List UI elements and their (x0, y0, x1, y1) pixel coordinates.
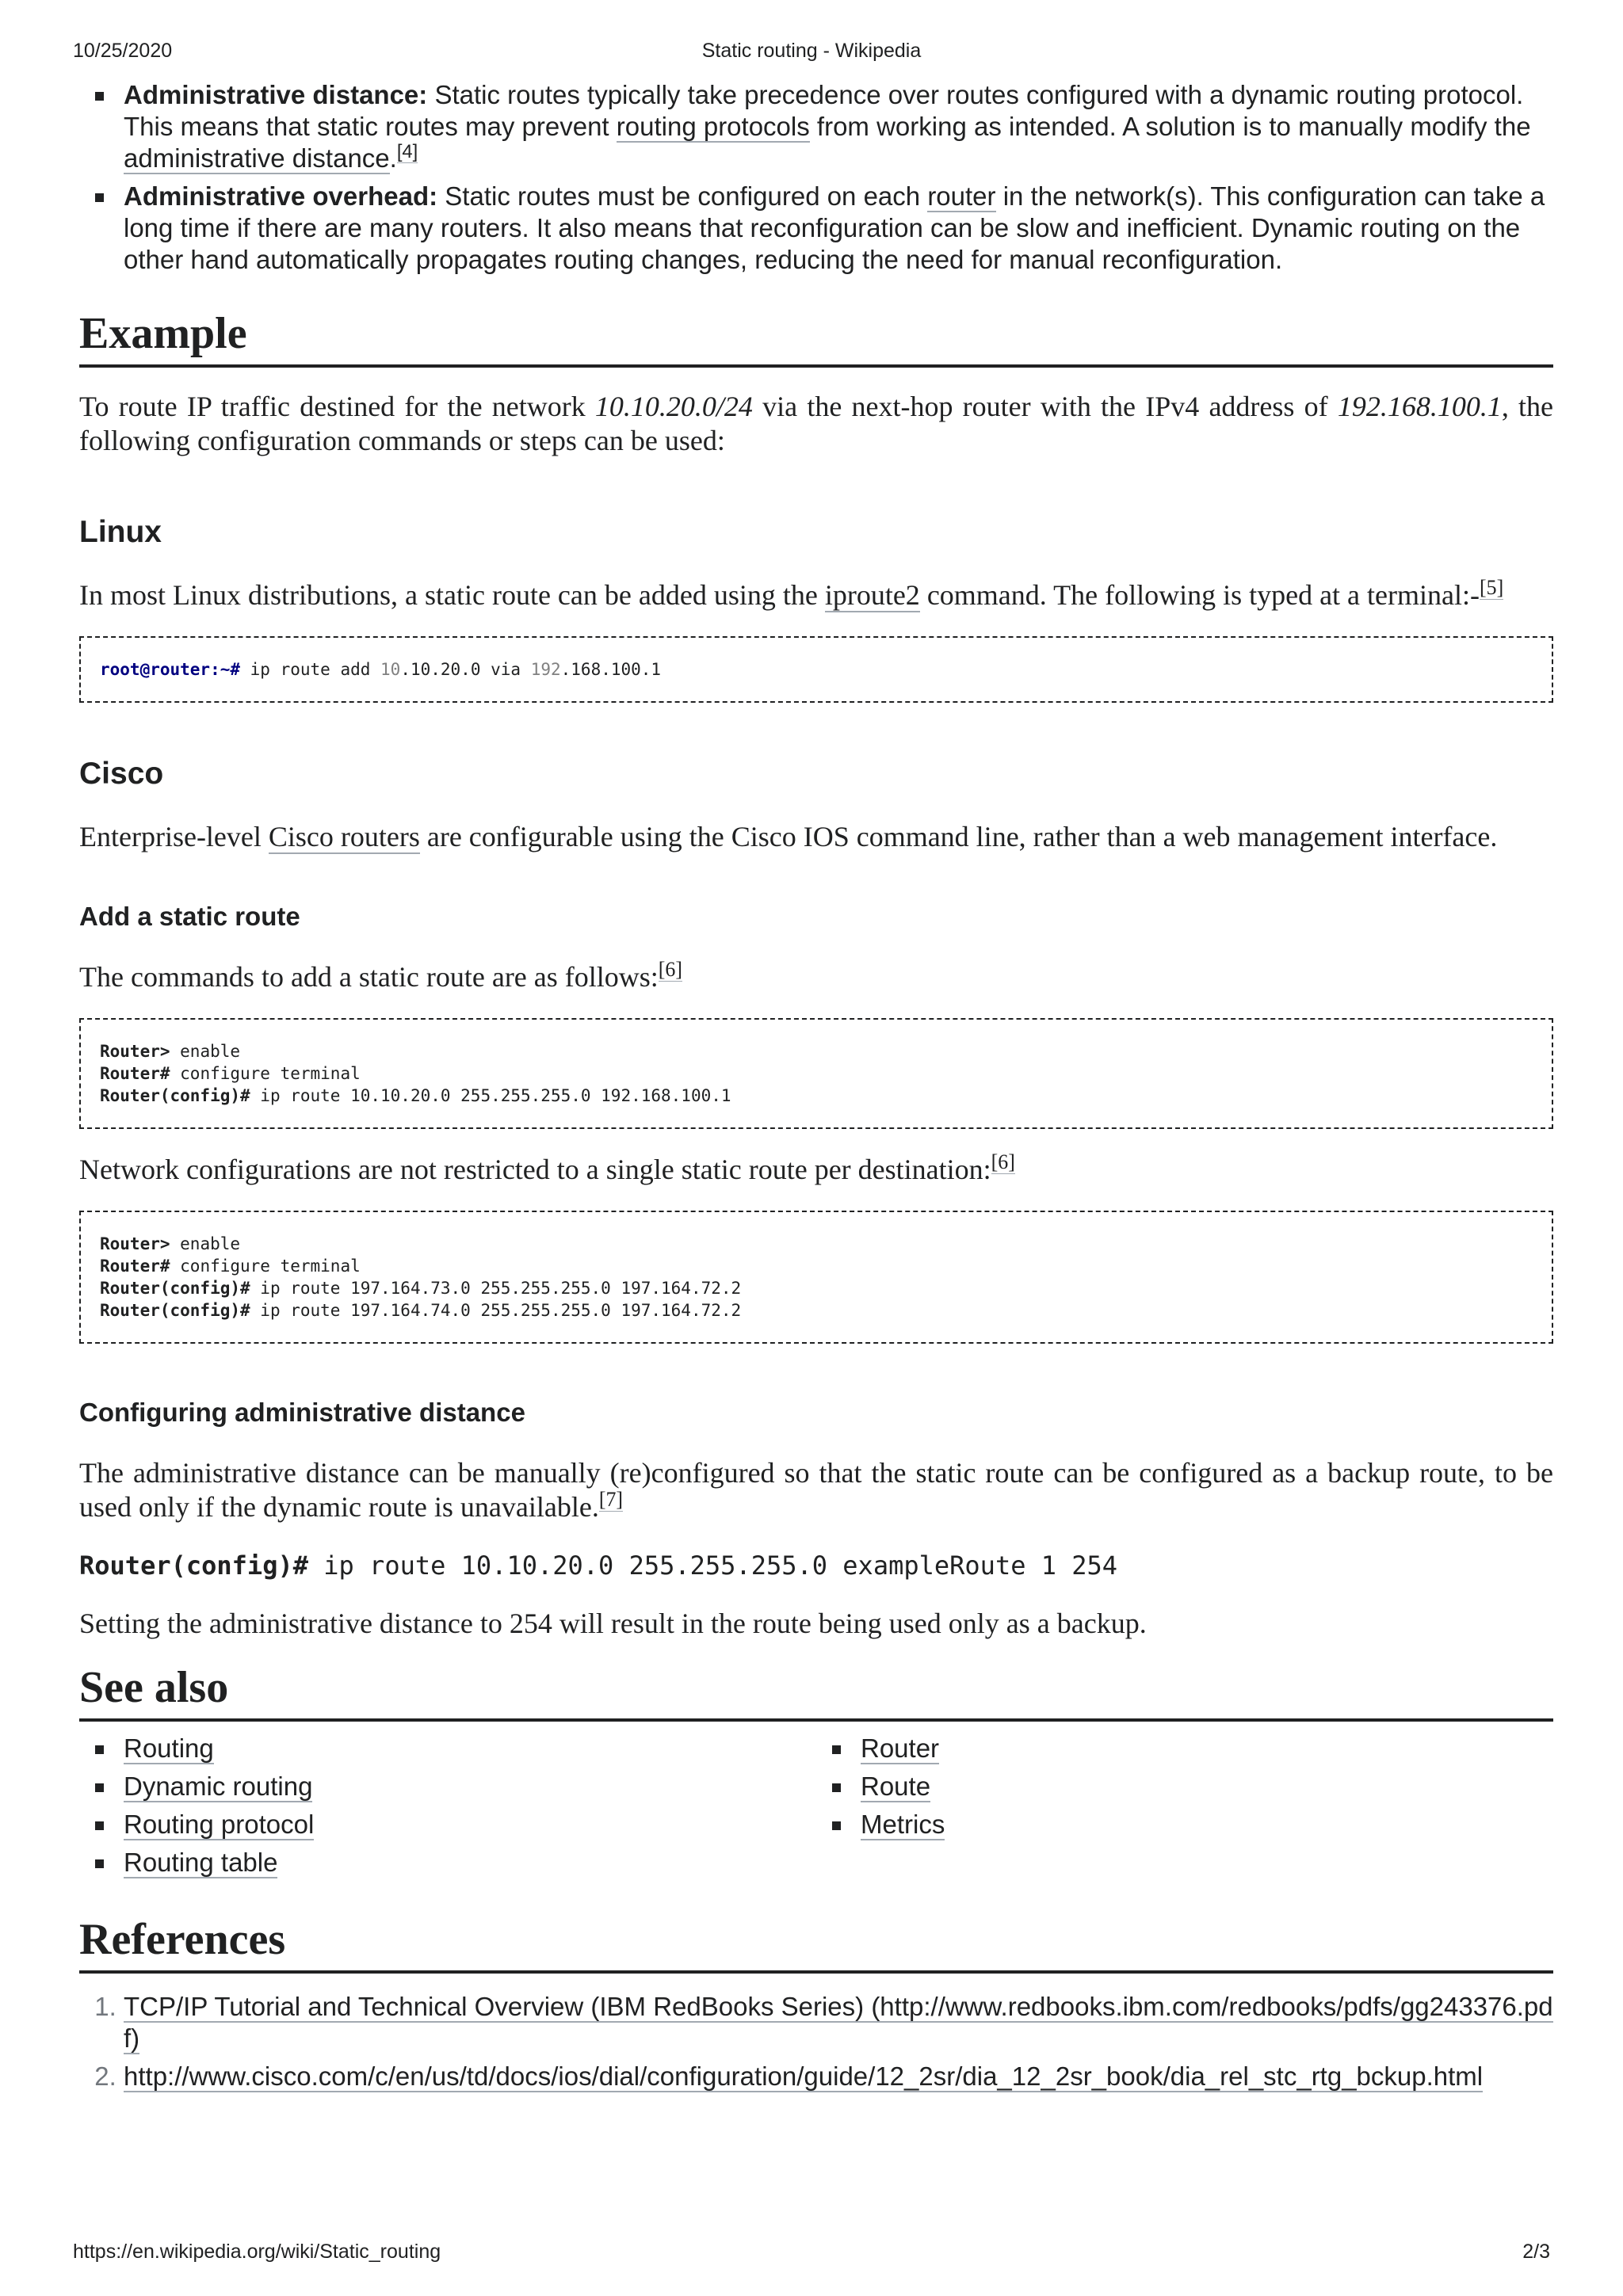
linux-code-block: root@router:~# ip route add 10.10.20.0 via 192.168.100.1 (79, 636, 1553, 703)
list-item (79, 1733, 816, 1764)
list-item (79, 1847, 816, 1878)
list-item (79, 1771, 816, 1802)
list-item (816, 1809, 1553, 1840)
print-url: https://en.wikipedia.org/wiki/Static_routing (73, 2241, 441, 2263)
reference-link[interactable]: [7] (598, 1488, 624, 1511)
multiple-routes-intro: Network configurations are not restricted to a single static route per destination:[6] (79, 1150, 1015, 1185)
section-heading-example: Example (79, 307, 1553, 368)
iproute2-link[interactable]: iproute2 (824, 579, 920, 611)
list-item: Administrative distance: Static routes typically take precedence over routes configured with a dynamic routing protocol. This means that static routes may prevent routing protocols from working as intended. A solution is to manually modify the administrative distance.[4] (79, 79, 1553, 174)
reference-link[interactable]: [6] (991, 1150, 1015, 1173)
subsection-heading-cisco: Cisco (79, 757, 164, 791)
cisco-code-block-1: Router> enable Router# configure terminal Router(config)# ip route 10.10.20.0 255.255.255.0 192.168.100.1 (79, 1018, 1553, 1129)
see-also-columns (79, 1733, 1553, 1885)
admin-distance-paragraph: The administrative distance can be manually (re)configured so that the static route can be configured as a backup route, to be used only if the dynamic route is unavailable.[7] (79, 1457, 1553, 1523)
list-item: Administrative overhead: Static routes must be configured on each router in the network(s). This configuration can take a long time if there are many routers. It also means that reconfiguration can be slow and inefficient. Dynamic routing on the other hand automatically propagates routing changes, reducing the need for manual reconfiguration. (79, 181, 1553, 276)
print-header (73, 40, 1550, 67)
article-content (79, 79, 1553, 2099)
references-list (79, 1991, 1553, 2092)
section-heading-references: References (79, 1913, 1553, 1974)
print-title: Static routing - Wikipedia (701, 40, 922, 62)
router-link[interactable]: router (927, 181, 996, 211)
section-heading-see-also: See also (79, 1661, 1553, 1722)
reference-link[interactable]: [5] (1479, 576, 1504, 599)
subsection-heading-linux: Linux (79, 515, 162, 549)
admin-distance-command: Router(config)# ip route 10.10.20.0 255.255.255.0 exampleRoute 1 254 (79, 1550, 1118, 1581)
example-paragraph: To route IP traffic destined for the network 10.10.20.0/24 via the next-hop router with the IPv4 address of 192.168.100.1, the following configuration commands or steps can be used: (79, 391, 1553, 456)
limitations-list (79, 79, 1553, 276)
cisco-code-block-2: Router> enable Router# configure terminal Router(config)# ip route 197.164.73.0 255.255.255.0 197.164.72.2 Router(config)# ip route 197.164.74.0 255.255.255.0 197.164.72.2 (79, 1211, 1553, 1344)
see-also-link[interactable]: Routing table (124, 1848, 278, 1877)
reference-item (124, 1991, 1553, 2054)
see-also-link[interactable]: Routing (124, 1733, 214, 1763)
list-item (816, 1771, 1553, 1802)
reference-link[interactable]: [6] (658, 958, 682, 981)
list-term: Administrative overhead: (124, 181, 438, 211)
list-term: Administrative distance: (124, 80, 428, 109)
list-item (79, 1809, 816, 1840)
print-page-number: 2/3 (1522, 2241, 1550, 2263)
see-also-link[interactable]: Metrics (861, 1810, 945, 1839)
administrative-distance-link[interactable]: administrative distance (124, 143, 390, 173)
reference-link[interactable]: [4] (396, 141, 418, 162)
cisco-routers-link[interactable]: Cisco routers (268, 821, 420, 852)
see-also-link[interactable]: Router (861, 1733, 940, 1763)
see-also-link[interactable]: Routing protocol (124, 1810, 315, 1839)
admin-distance-note: Setting the administrative distance to 254 will result in the route being used only as a backup. (79, 1608, 1147, 1639)
reference-item (124, 2061, 1553, 2092)
reference-link-cisco[interactable]: http://www.cisco.com/c/en/us/td/docs/ios/dial/configuration/guide/12_2sr/dia_12_2sr_book/dia_rel_stc_rtg_bckup.html (124, 2061, 1484, 2091)
see-also-list-left (79, 1733, 816, 1885)
reference-link-redbooks[interactable]: TCP/IP Tutorial and Technical Overview (IBM RedBooks Series) (http://www.redbooks.ibm.com/redbooks/pdfs/gg243376.pdf) (124, 1992, 1553, 2053)
linux-paragraph: In most Linux distributions, a static route can be added using the iproute2 command. The following is typed at a terminal:-[5] (79, 576, 1504, 611)
list-item (816, 1733, 1553, 1764)
see-also-link[interactable]: Dynamic routing (124, 1772, 313, 1801)
subsubsection-heading-add-static-route: Add a static route (79, 902, 300, 931)
print-footer (73, 2241, 1550, 2267)
print-date: 10/25/2020 (73, 40, 173, 62)
subsubsection-heading-admin-distance: Configuring administrative distance (79, 1398, 525, 1427)
see-also-list-right (816, 1733, 1553, 1885)
routing-protocols-link[interactable]: routing protocols (616, 112, 810, 141)
see-also-link[interactable]: Route (861, 1772, 931, 1801)
add-static-intro: The commands to add a static route are as follows:[6] (79, 958, 682, 993)
cisco-paragraph: Enterprise-level Cisco routers are configurable using the Cisco IOS command line, rather than a web management interface. (79, 821, 1498, 852)
